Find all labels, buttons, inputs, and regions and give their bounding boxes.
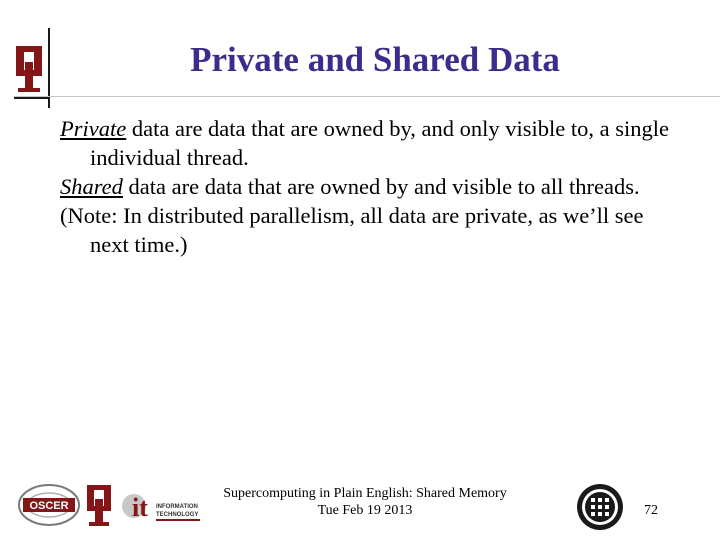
ou-logo-icon xyxy=(12,44,46,94)
title-horizontal-rule xyxy=(14,96,720,97)
private-term: Private xyxy=(60,116,127,141)
private-definition: data are data that are owned by, and only visible to, a single individual thread. xyxy=(90,116,669,170)
private-paragraph xyxy=(60,114,680,172)
it-sub1: INFORMATION xyxy=(156,504,198,510)
footer xyxy=(200,485,530,519)
oscer-label: OSCER xyxy=(29,500,69,512)
shared-paragraph xyxy=(60,172,680,201)
it-label: it xyxy=(132,493,148,522)
shared-term: Shared xyxy=(60,174,123,199)
oscer-logo-icon xyxy=(17,482,81,528)
slide-title: Private and Shared Data xyxy=(190,40,560,79)
note-paragraph: (Note: In distributed parallelism, all data are private, as we’ll see next time.) xyxy=(60,203,644,257)
it-sub2: TECHNOLOGY xyxy=(156,512,199,518)
title-horizontal-rule-accent xyxy=(14,97,50,99)
it-logo-icon xyxy=(120,486,202,526)
slide-body xyxy=(60,114,680,259)
ou-small-logo-icon xyxy=(84,484,114,528)
footer-date: Tue Feb 19 2013 xyxy=(317,503,413,518)
footer-course-title: Supercomputing in Plain English: Shared Memory xyxy=(223,486,507,501)
shared-definition: data are data that are owned by and visible to all threads. xyxy=(122,174,640,199)
page-number: 72 xyxy=(644,503,658,518)
university-seal-icon xyxy=(576,483,624,531)
